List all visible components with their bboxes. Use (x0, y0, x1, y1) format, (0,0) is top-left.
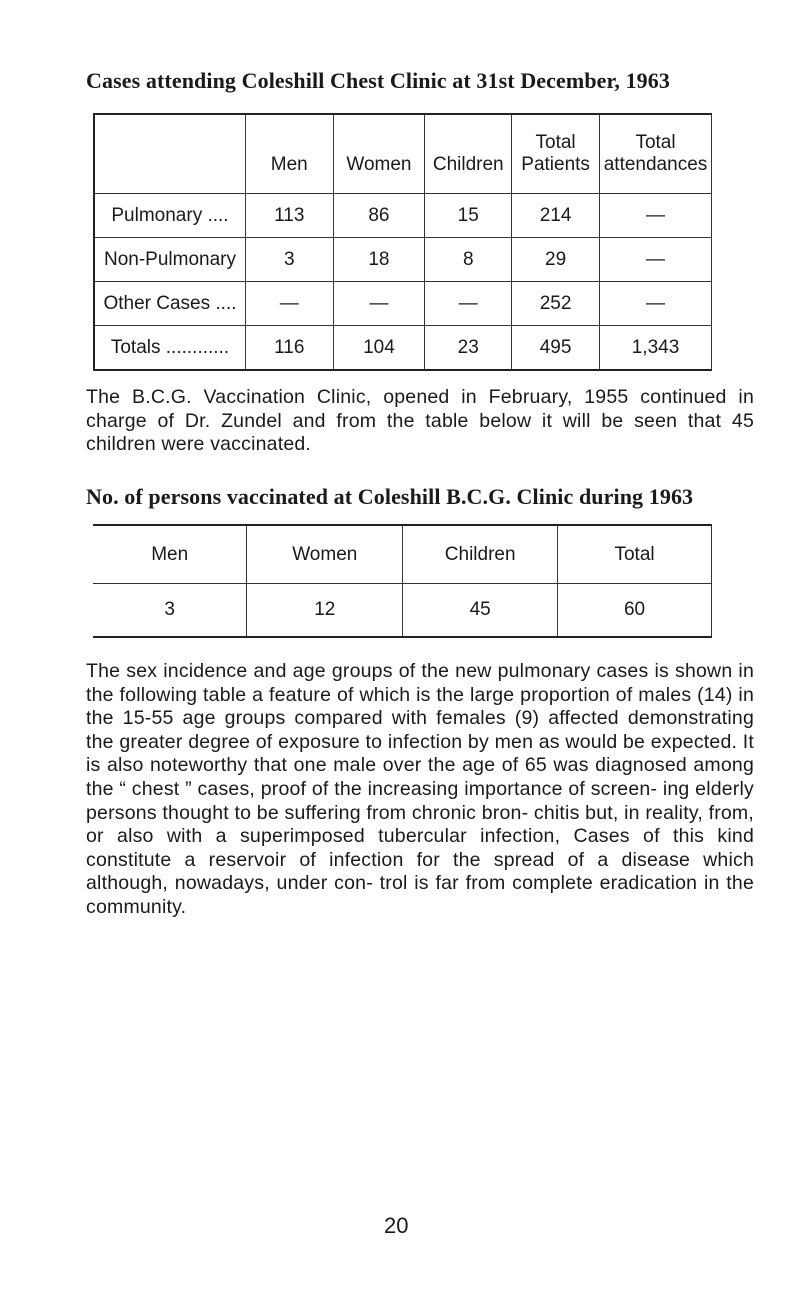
cell-men: — (245, 282, 333, 326)
cell-children: 45 (403, 584, 558, 638)
cell-women: — (333, 282, 425, 326)
cell-men: 3 (245, 238, 333, 282)
header-total: Total (558, 525, 712, 584)
cell-total-patients: 495 (512, 326, 600, 371)
table2-title: No. of persons vaccinated at Coleshill B.C.G. Clinic during 1963 (86, 484, 694, 509)
cell-men: 116 (245, 326, 333, 371)
header-men: Men (245, 114, 333, 194)
header-children: Children (425, 114, 512, 194)
table-row (93, 584, 712, 638)
cell-total-attendances: — (600, 194, 712, 238)
header-women: Women (247, 525, 403, 584)
bcg-paragraph: The B.C.G. Vaccination Clinic, opened in February, 1955 continued in charge of Dr. Zundel and from the table below it will be seen that 45 children were vaccinated. (86, 386, 754, 456)
table-row (94, 238, 712, 282)
header-cell-blank (94, 114, 245, 194)
header-women: Women (333, 114, 425, 194)
row-label: Totals ............ (94, 326, 245, 371)
cell-total-attendances: — (600, 282, 712, 326)
cell-women: 12 (247, 584, 403, 638)
cell-total-patients: 252 (512, 282, 600, 326)
header-total-patients: Total Patients (512, 114, 600, 194)
cell-total-attendances: 1,343 (600, 326, 712, 371)
cell-children: 15 (425, 194, 512, 238)
cell-total-attendances: — (600, 238, 712, 282)
cell-women: 104 (333, 326, 425, 371)
row-label: Other Cases .... (94, 282, 245, 326)
table-row (94, 282, 712, 326)
vaccination-table (93, 524, 712, 638)
cell-women: 18 (333, 238, 425, 282)
cell-total: 60 (558, 584, 712, 638)
cell-children: 8 (425, 238, 512, 282)
table-row-totals (94, 326, 712, 371)
cell-total-patients: 214 (512, 194, 600, 238)
row-label: Non-Pulmonary (94, 238, 245, 282)
table-header-row (94, 114, 712, 194)
table-row (94, 194, 712, 238)
cell-men: 113 (245, 194, 333, 238)
row-label: Pulmonary .... (94, 194, 245, 238)
header-total-attendances: Total attendances (600, 114, 712, 194)
header-men: Men (93, 525, 247, 584)
cell-children: 23 (425, 326, 512, 371)
cell-total-patients: 29 (512, 238, 600, 282)
header-children: Children (403, 525, 558, 584)
cell-men: 3 (93, 584, 247, 638)
cell-children: — (425, 282, 512, 326)
clinic-cases-table (93, 113, 712, 371)
cell-women: 86 (333, 194, 425, 238)
page-number: 20 (384, 1213, 409, 1238)
sex-incidence-paragraph: The sex incidence and age groups of the new pulmonary cases is shown in the following table a feature of which is the large proportion of males (14) in the 15-55 age groups compared with females (9) affected demonstrating the greater degree of exposure to infection by men as would be expected. It is also noteworthy that one male over the age of 65 was diagnosed among the “ chest ” cases, proof of the increasing importance of screen- ing elderly persons thought to be suffering from chronic bron- chitis but, in reality, from, or also with a superimposed tubercular infection, Cases of this kind constitute a reservoir of infection for the spread of a disease which although, nowadays, under con- trol is far from complete eradication in the community. (86, 660, 754, 918)
table1-title: Cases attending Coleshill Chest Clinic at 31st December, 1963 (86, 68, 670, 93)
table-header-row (93, 525, 712, 584)
